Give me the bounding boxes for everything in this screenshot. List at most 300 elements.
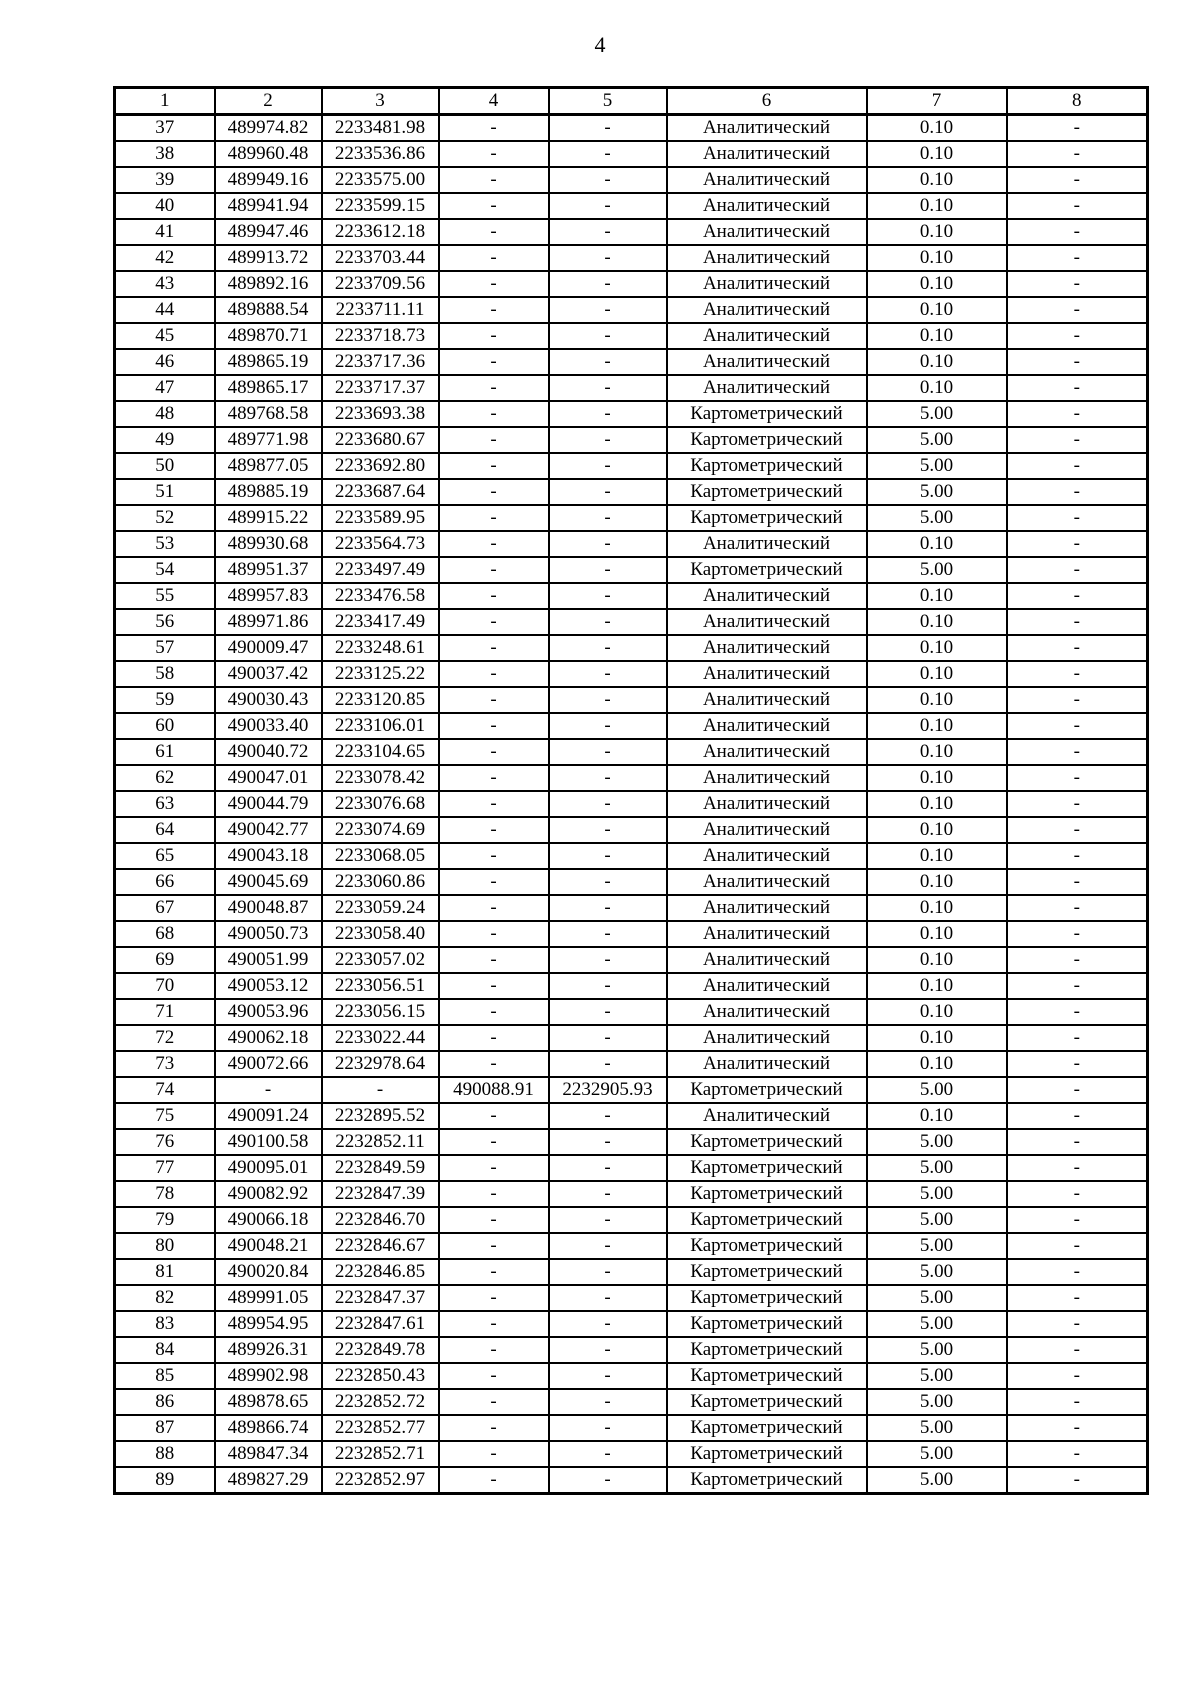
cell-y-coordinate-alt: - [549, 167, 667, 193]
cell-method: Картометрический [667, 1415, 867, 1441]
cell-y-coordinate-alt: - [549, 869, 667, 895]
cell-x-coordinate: 490048.87 [215, 895, 322, 921]
cell-x-coordinate: 490053.12 [215, 973, 322, 999]
cell-method: Аналитический [667, 739, 867, 765]
cell-x-coordinate-alt: 490088.91 [439, 1077, 549, 1103]
cell-y-coordinate-alt: - [549, 843, 667, 869]
cell-note: - [1007, 973, 1148, 999]
cell-y-coordinate-alt: - [549, 1467, 667, 1494]
cell-y-coordinate: 2233680.67 [322, 427, 439, 453]
cell-y-coordinate: 2232847.37 [322, 1285, 439, 1311]
cell-y-coordinate-alt: - [549, 583, 667, 609]
cell-x-coordinate: 489885.19 [215, 479, 322, 505]
cell-note: - [1007, 401, 1148, 427]
table-row [115, 141, 1148, 167]
cell-point-number: 46 [115, 349, 215, 375]
cell-point-number: 67 [115, 895, 215, 921]
table-row [115, 635, 1148, 661]
cell-x-coordinate-alt: - [439, 453, 549, 479]
cell-x-coordinate-alt: - [439, 791, 549, 817]
cell-point-number: 76 [115, 1129, 215, 1155]
table-row [115, 1415, 1148, 1441]
cell-point-number: 59 [115, 687, 215, 713]
cell-method: Картометрический [667, 1363, 867, 1389]
table-row [115, 687, 1148, 713]
cell-x-coordinate-alt: - [439, 895, 549, 921]
cell-y-coordinate: 2233060.86 [322, 869, 439, 895]
cell-y-coordinate-alt: - [549, 1233, 667, 1259]
cell-x-coordinate: 490043.18 [215, 843, 322, 869]
cell-method: Аналитический [667, 323, 867, 349]
cell-accuracy: 0.10 [867, 895, 1007, 921]
cell-method: Аналитический [667, 167, 867, 193]
cell-y-coordinate-alt: - [549, 1441, 667, 1467]
cell-accuracy: 0.10 [867, 791, 1007, 817]
cell-y-coordinate: 2233497.49 [322, 557, 439, 583]
cell-x-coordinate-alt: - [439, 531, 549, 557]
cell-accuracy: 0.10 [867, 193, 1007, 219]
cell-point-number: 49 [115, 427, 215, 453]
table-header-row [115, 88, 1148, 115]
cell-method: Картометрический [667, 479, 867, 505]
cell-y-coordinate: 2233058.40 [322, 921, 439, 947]
cell-method: Картометрический [667, 427, 867, 453]
cell-y-coordinate: 2233599.15 [322, 193, 439, 219]
table-row [115, 505, 1148, 531]
cell-method: Аналитический [667, 661, 867, 687]
cell-y-coordinate-alt: - [549, 895, 667, 921]
cell-x-coordinate-alt: - [439, 843, 549, 869]
cell-x-coordinate: 489954.95 [215, 1311, 322, 1337]
cell-y-coordinate-alt: - [549, 947, 667, 973]
cell-method: Аналитический [667, 791, 867, 817]
cell-y-coordinate: 2233718.73 [322, 323, 439, 349]
cell-x-coordinate-alt: - [439, 349, 549, 375]
page-number: 4 [594, 32, 606, 57]
table-row [115, 1233, 1148, 1259]
cell-y-coordinate-alt: - [549, 635, 667, 661]
cell-x-coordinate-alt: - [439, 635, 549, 661]
cell-point-number: 88 [115, 1441, 215, 1467]
cell-x-coordinate: 489827.29 [215, 1467, 322, 1494]
cell-method: Аналитический [667, 115, 867, 142]
cell-x-coordinate-alt: - [439, 947, 549, 973]
cell-point-number: 40 [115, 193, 215, 219]
cell-y-coordinate: 2233417.49 [322, 609, 439, 635]
cell-y-coordinate: 2232852.72 [322, 1389, 439, 1415]
cell-point-number: 84 [115, 1337, 215, 1363]
cell-accuracy: 0.10 [867, 635, 1007, 661]
cell-method: Аналитический [667, 687, 867, 713]
cell-point-number: 43 [115, 271, 215, 297]
cell-x-coordinate: 489915.22 [215, 505, 322, 531]
cell-accuracy: 5.00 [867, 1207, 1007, 1233]
cell-note: - [1007, 687, 1148, 713]
cell-x-coordinate: 489888.54 [215, 297, 322, 323]
cell-method: Аналитический [667, 947, 867, 973]
cell-note: - [1007, 817, 1148, 843]
cell-accuracy: 0.10 [867, 167, 1007, 193]
cell-point-number: 89 [115, 1467, 215, 1494]
table-row [115, 531, 1148, 557]
cell-accuracy: 5.00 [867, 1285, 1007, 1311]
cell-y-coordinate-alt: - [549, 739, 667, 765]
cell-note: - [1007, 635, 1148, 661]
cell-y-coordinate-alt: - [549, 1025, 667, 1051]
cell-accuracy: 5.00 [867, 1363, 1007, 1389]
cell-point-number: 71 [115, 999, 215, 1025]
cell-method: Аналитический [667, 271, 867, 297]
cell-y-coordinate-alt: - [549, 1337, 667, 1363]
cell-method: Картометрический [667, 401, 867, 427]
cell-point-number: 45 [115, 323, 215, 349]
cell-note: - [1007, 895, 1148, 921]
cell-y-coordinate-alt: - [549, 505, 667, 531]
table-row [115, 973, 1148, 999]
table-row [115, 1051, 1148, 1077]
cell-accuracy: 0.10 [867, 687, 1007, 713]
cell-note: - [1007, 1389, 1148, 1415]
cell-x-coordinate-alt: - [439, 245, 549, 271]
cell-method: Картометрический [667, 1155, 867, 1181]
cell-y-coordinate: 2233612.18 [322, 219, 439, 245]
cell-note: - [1007, 1337, 1148, 1363]
cell-method: Аналитический [667, 713, 867, 739]
table-row [115, 843, 1148, 869]
cell-note: - [1007, 739, 1148, 765]
cell-y-coordinate-alt: - [549, 297, 667, 323]
cell-x-coordinate: 489771.98 [215, 427, 322, 453]
cell-x-coordinate: 490020.84 [215, 1259, 322, 1285]
cell-note: - [1007, 1207, 1148, 1233]
cell-accuracy: 0.10 [867, 921, 1007, 947]
cell-y-coordinate: 2233056.51 [322, 973, 439, 999]
table-row [115, 115, 1148, 142]
cell-x-coordinate-alt: - [439, 1207, 549, 1233]
cell-y-coordinate-alt: - [549, 219, 667, 245]
cell-x-coordinate: 489877.05 [215, 453, 322, 479]
cell-accuracy: 0.10 [867, 765, 1007, 791]
cell-y-coordinate: 2233717.36 [322, 349, 439, 375]
cell-note: - [1007, 1051, 1148, 1077]
cell-y-coordinate: 2232978.64 [322, 1051, 439, 1077]
cell-y-coordinate: 2233711.11 [322, 297, 439, 323]
cell-y-coordinate-alt: - [549, 687, 667, 713]
cell-point-number: 37 [115, 115, 215, 142]
cell-accuracy: 5.00 [867, 401, 1007, 427]
cell-point-number: 75 [115, 1103, 215, 1129]
cell-point-number: 60 [115, 713, 215, 739]
cell-x-coordinate: 490050.73 [215, 921, 322, 947]
cell-x-coordinate-alt: - [439, 1415, 549, 1441]
table-row [115, 245, 1148, 271]
cell-y-coordinate-alt: - [549, 661, 667, 687]
coordinates-table [113, 86, 1149, 1495]
cell-note: - [1007, 1311, 1148, 1337]
cell-x-coordinate: 489930.68 [215, 531, 322, 557]
cell-accuracy: 0.10 [867, 115, 1007, 142]
cell-point-number: 44 [115, 297, 215, 323]
cell-x-coordinate: 489971.86 [215, 609, 322, 635]
cell-x-coordinate: 490037.42 [215, 661, 322, 687]
cell-y-coordinate-alt: - [549, 453, 667, 479]
cell-method: Аналитический [667, 245, 867, 271]
cell-accuracy: 0.10 [867, 245, 1007, 271]
cell-x-coordinate: 489866.74 [215, 1415, 322, 1441]
cell-note: - [1007, 1181, 1148, 1207]
table-body [115, 88, 1148, 1494]
cell-point-number: 87 [115, 1415, 215, 1441]
cell-method: Картометрический [667, 1467, 867, 1494]
cell-x-coordinate: 489870.71 [215, 323, 322, 349]
cell-accuracy: 0.10 [867, 947, 1007, 973]
cell-accuracy: 5.00 [867, 505, 1007, 531]
table-row [115, 1467, 1148, 1494]
cell-y-coordinate: 2233687.64 [322, 479, 439, 505]
table-row [115, 1285, 1148, 1311]
cell-method: Аналитический [667, 219, 867, 245]
cell-note: - [1007, 1441, 1148, 1467]
cell-y-coordinate-alt: - [549, 765, 667, 791]
table-row [115, 739, 1148, 765]
table-row [115, 1077, 1148, 1103]
cell-y-coordinate-alt: - [549, 115, 667, 142]
cell-y-coordinate: 2232852.97 [322, 1467, 439, 1494]
cell-note: - [1007, 453, 1148, 479]
cell-method: Аналитический [667, 375, 867, 401]
cell-x-coordinate: 489913.72 [215, 245, 322, 271]
cell-y-coordinate-alt: - [549, 791, 667, 817]
cell-point-number: 51 [115, 479, 215, 505]
cell-note: - [1007, 1077, 1148, 1103]
cell-x-coordinate-alt: - [439, 1389, 549, 1415]
cell-x-coordinate-alt: - [439, 1051, 549, 1077]
cell-x-coordinate-alt: - [439, 1155, 549, 1181]
cell-method: Аналитический [667, 583, 867, 609]
cell-x-coordinate: 490045.69 [215, 869, 322, 895]
cell-accuracy: 5.00 [867, 453, 1007, 479]
cell-x-coordinate-alt: - [439, 1363, 549, 1389]
cell-point-number: 79 [115, 1207, 215, 1233]
cell-note: - [1007, 349, 1148, 375]
cell-y-coordinate: 2233076.68 [322, 791, 439, 817]
cell-accuracy: 0.10 [867, 531, 1007, 557]
cell-y-coordinate-alt: - [549, 1155, 667, 1181]
cell-accuracy: 5.00 [867, 1181, 1007, 1207]
cell-y-coordinate-alt: - [549, 921, 667, 947]
cell-x-coordinate-alt: - [439, 1311, 549, 1337]
cell-y-coordinate-alt: - [549, 479, 667, 505]
cell-point-number: 73 [115, 1051, 215, 1077]
cell-y-coordinate: 2233022.44 [322, 1025, 439, 1051]
cell-note: - [1007, 609, 1148, 635]
cell-method: Аналитический [667, 765, 867, 791]
cell-y-coordinate: 2233068.05 [322, 843, 439, 869]
table-row [115, 1207, 1148, 1233]
table-row [115, 869, 1148, 895]
cell-y-coordinate: 2233575.00 [322, 167, 439, 193]
cell-note: - [1007, 245, 1148, 271]
cell-method: Аналитический [667, 921, 867, 947]
cell-x-coordinate-alt: - [439, 1025, 549, 1051]
cell-x-coordinate: 490082.92 [215, 1181, 322, 1207]
column-header: 5 [549, 88, 667, 115]
cell-x-coordinate: 489974.82 [215, 115, 322, 142]
cell-method: Аналитический [667, 1051, 867, 1077]
cell-y-coordinate-alt: - [549, 193, 667, 219]
cell-y-coordinate-alt: - [549, 609, 667, 635]
cell-x-coordinate-alt: - [439, 739, 549, 765]
cell-y-coordinate: 2232852.77 [322, 1415, 439, 1441]
cell-note: - [1007, 947, 1148, 973]
cell-y-coordinate-alt: - [549, 1259, 667, 1285]
table-row [115, 583, 1148, 609]
cell-x-coordinate-alt: - [439, 999, 549, 1025]
cell-note: - [1007, 427, 1148, 453]
cell-accuracy: 5.00 [867, 1129, 1007, 1155]
cell-accuracy: 0.10 [867, 843, 1007, 869]
cell-method: Аналитический [667, 1025, 867, 1051]
cell-y-coordinate: 2232895.52 [322, 1103, 439, 1129]
cell-y-coordinate: 2232849.78 [322, 1337, 439, 1363]
cell-method: Картометрический [667, 557, 867, 583]
cell-x-coordinate-alt: - [439, 479, 549, 505]
cell-y-coordinate: - [322, 1077, 439, 1103]
cell-x-coordinate: 489878.65 [215, 1389, 322, 1415]
cell-note: - [1007, 999, 1148, 1025]
cell-point-number: 69 [115, 947, 215, 973]
cell-note: - [1007, 1129, 1148, 1155]
cell-y-coordinate: 2233125.22 [322, 661, 439, 687]
column-header: 7 [867, 88, 1007, 115]
cell-x-coordinate: 489991.05 [215, 1285, 322, 1311]
cell-y-coordinate-alt: - [549, 713, 667, 739]
cell-note: - [1007, 505, 1148, 531]
cell-y-coordinate: 2233059.24 [322, 895, 439, 921]
cell-accuracy: 0.10 [867, 141, 1007, 167]
cell-accuracy: 5.00 [867, 1337, 1007, 1363]
cell-y-coordinate: 2232846.85 [322, 1259, 439, 1285]
cell-x-coordinate: 490033.40 [215, 713, 322, 739]
cell-point-number: 55 [115, 583, 215, 609]
cell-y-coordinate: 2233693.38 [322, 401, 439, 427]
cell-accuracy: 5.00 [867, 1259, 1007, 1285]
cell-note: - [1007, 141, 1148, 167]
cell-x-coordinate-alt: - [439, 1259, 549, 1285]
cell-method: Аналитический [667, 895, 867, 921]
cell-note: - [1007, 1155, 1148, 1181]
cell-x-coordinate-alt: - [439, 323, 549, 349]
cell-x-coordinate: 490051.99 [215, 947, 322, 973]
cell-note: - [1007, 271, 1148, 297]
cell-x-coordinate-alt: - [439, 427, 549, 453]
cell-point-number: 56 [115, 609, 215, 635]
cell-point-number: 57 [115, 635, 215, 661]
cell-y-coordinate-alt: - [549, 245, 667, 271]
cell-x-coordinate-alt: - [439, 375, 549, 401]
cell-x-coordinate-alt: - [439, 609, 549, 635]
cell-method: Аналитический [667, 635, 867, 661]
cell-method: Аналитический [667, 843, 867, 869]
cell-accuracy: 5.00 [867, 1155, 1007, 1181]
cell-x-coordinate: 489941.94 [215, 193, 322, 219]
cell-x-coordinate: 490091.24 [215, 1103, 322, 1129]
cell-note: - [1007, 531, 1148, 557]
cell-accuracy: 0.10 [867, 1025, 1007, 1051]
cell-x-coordinate-alt: - [439, 505, 549, 531]
table-row [115, 1363, 1148, 1389]
table-row [115, 817, 1148, 843]
cell-y-coordinate: 2233248.61 [322, 635, 439, 661]
cell-accuracy: 0.10 [867, 219, 1007, 245]
cell-method: Аналитический [667, 817, 867, 843]
table-row [115, 193, 1148, 219]
cell-accuracy: 5.00 [867, 1441, 1007, 1467]
cell-method: Аналитический [667, 973, 867, 999]
cell-x-coordinate-alt: - [439, 271, 549, 297]
cell-accuracy: 0.10 [867, 999, 1007, 1025]
cell-note: - [1007, 921, 1148, 947]
cell-point-number: 48 [115, 401, 215, 427]
cell-y-coordinate: 2232850.43 [322, 1363, 439, 1389]
cell-y-coordinate: 2232849.59 [322, 1155, 439, 1181]
cell-note: - [1007, 1285, 1148, 1311]
cell-x-coordinate-alt: - [439, 1285, 549, 1311]
cell-x-coordinate-alt: - [439, 1441, 549, 1467]
cell-method: Картометрический [667, 453, 867, 479]
cell-x-coordinate-alt: - [439, 1129, 549, 1155]
cell-y-coordinate-alt: 2232905.93 [549, 1077, 667, 1103]
cell-y-coordinate-alt: - [549, 1181, 667, 1207]
cell-note: - [1007, 843, 1148, 869]
cell-x-coordinate: 489847.34 [215, 1441, 322, 1467]
table-row [115, 661, 1148, 687]
cell-y-coordinate: 2233056.15 [322, 999, 439, 1025]
cell-method: Картометрический [667, 1311, 867, 1337]
cell-y-coordinate: 2233120.85 [322, 687, 439, 713]
table-row [115, 713, 1148, 739]
cell-method: Картометрический [667, 1337, 867, 1363]
cell-point-number: 38 [115, 141, 215, 167]
cell-method: Аналитический [667, 1103, 867, 1129]
cell-y-coordinate-alt: - [549, 401, 667, 427]
cell-note: - [1007, 869, 1148, 895]
cell-note: - [1007, 1233, 1148, 1259]
cell-x-coordinate: - [215, 1077, 322, 1103]
cell-point-number: 42 [115, 245, 215, 271]
cell-method: Картометрический [667, 1129, 867, 1155]
cell-method: Картометрический [667, 1389, 867, 1415]
cell-note: - [1007, 297, 1148, 323]
cell-x-coordinate-alt: - [439, 661, 549, 687]
cell-x-coordinate: 489951.37 [215, 557, 322, 583]
cell-x-coordinate: 490048.21 [215, 1233, 322, 1259]
cell-x-coordinate-alt: - [439, 1467, 549, 1494]
cell-accuracy: 0.10 [867, 609, 1007, 635]
cell-accuracy: 5.00 [867, 557, 1007, 583]
cell-x-coordinate-alt: - [439, 557, 549, 583]
cell-x-coordinate-alt: - [439, 869, 549, 895]
cell-x-coordinate-alt: - [439, 167, 549, 193]
cell-x-coordinate-alt: - [439, 713, 549, 739]
cell-note: - [1007, 479, 1148, 505]
cell-note: - [1007, 1103, 1148, 1129]
cell-accuracy: 0.10 [867, 1051, 1007, 1077]
table-row [115, 765, 1148, 791]
cell-y-coordinate: 2232852.71 [322, 1441, 439, 1467]
cell-accuracy: 0.10 [867, 349, 1007, 375]
cell-y-coordinate: 2233717.37 [322, 375, 439, 401]
